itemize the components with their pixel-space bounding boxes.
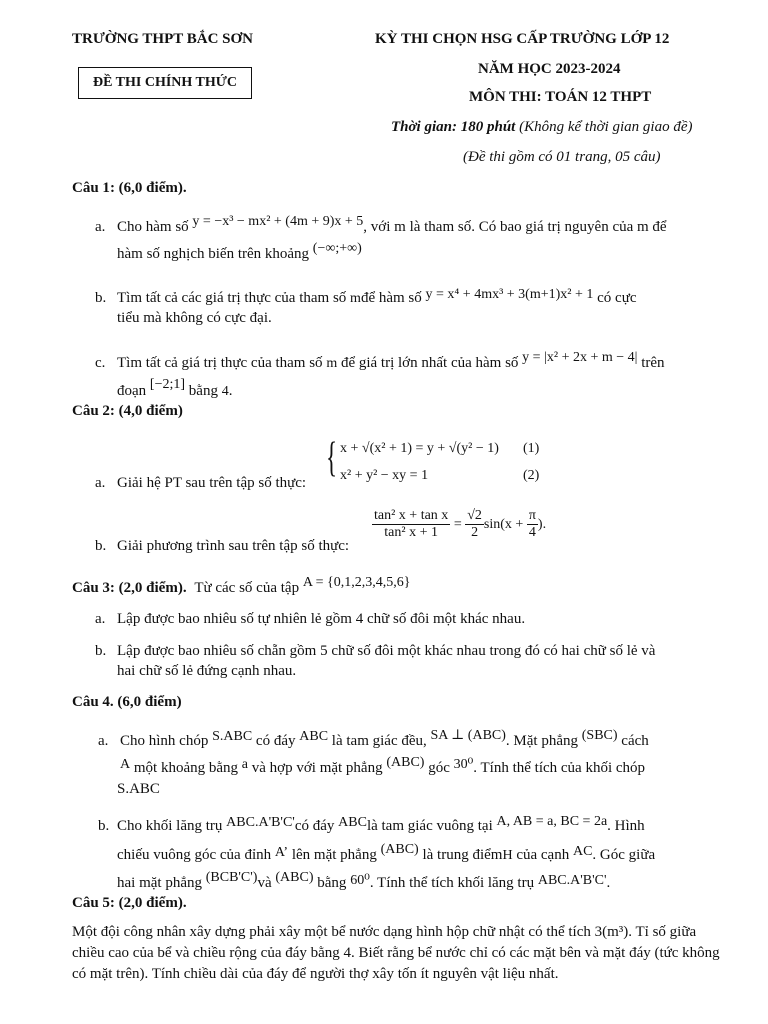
school-name: TRƯỜNG THPT BẮC SƠN: [72, 31, 254, 47]
q2-eq1-tag: (1): [523, 441, 540, 456]
q4b-t11: và: [257, 875, 272, 891]
q1c-line2: [117, 377, 233, 400]
q2b-label: b.: [95, 538, 107, 554]
q4b-end: .: [606, 875, 611, 891]
q2b-end: .: [542, 516, 547, 532]
q4a-m4: (SBC): [581, 728, 618, 743]
q4b-m3: A, AB = a, BC = 2a: [496, 814, 608, 829]
q2a-label: a.: [95, 475, 106, 491]
q2b-pi-fraction: [527, 508, 538, 541]
q4b-t7: là trung điểm: [422, 847, 503, 863]
q1b-function: y = x⁴ + 4mx³ + 3(m+1)x² + 1: [425, 287, 594, 302]
q2b-text: Giải phương trình sau trên tập số thực:: [117, 538, 350, 554]
q4b-t9: . Góc giữa: [592, 847, 656, 863]
q3-set: A = {0,1,2,3,4,5,6}: [302, 575, 411, 590]
q1a-label: a.: [95, 219, 106, 235]
q4a-t2: có đáy: [255, 733, 296, 749]
q4b-label: b.: [98, 818, 110, 834]
q2b-lhs-fraction: [372, 508, 450, 541]
q4b-t10: hai mặt phẳng: [117, 875, 202, 891]
q1b-line2: tiểu mà không có cực đại.: [117, 310, 272, 326]
q4b-line3: [117, 870, 611, 892]
q1c-text3: trên: [641, 355, 665, 371]
q5-text: Một đội công nhân xây dựng phải xây một bể nước dạng hình hộp chữ nhật có thể tích 3(m³). Tỉ số giữa chiều cao của bể và chiều rộng của đáy bằng 4. Biết rằng bể nước chỉ có các mặt bên và mặt đáy (tức không có mặt trên). Tính chiều dài của đáy để người thợ xây tốn ít nguyên vật liệu nhất.: [72, 924, 720, 982]
q2b-sqrt-num: √2: [465, 508, 484, 525]
q2b-pi-num: π: [527, 508, 538, 525]
q4b-m8: AC: [572, 844, 593, 859]
q4a-m6: a: [241, 757, 248, 772]
q4b-m10: (BCB'C'): [205, 870, 258, 885]
q1c-text1: Tìm tất cả giá trị thực của tham số: [117, 355, 323, 371]
q2-eq2-tag: (2): [523, 468, 540, 483]
time-note: (Không kể thời gian giao đề): [515, 119, 693, 135]
q4b-m11: (ABC): [275, 870, 314, 885]
q2-eq2: x² + y² − xy = 1: [340, 468, 429, 483]
q4a-label: a.: [98, 733, 109, 749]
q4b-t5: chiếu vuông góc của đỉnh: [117, 847, 272, 863]
q5-title: [72, 895, 187, 912]
q4b-t13: . Tính thể tích khối lăng trụ: [369, 875, 535, 891]
q4a-t4: . Mặt phẳng: [505, 733, 578, 749]
q1a-line1: [117, 214, 667, 236]
q1b-text3: có cực: [597, 290, 637, 306]
q1b-line1: [117, 287, 637, 307]
q4b-t1: Cho khối lăng trụ: [117, 818, 223, 834]
subject: MÔN THI: TOÁN 12 THPT: [469, 89, 652, 105]
q4a-m2: ABC: [299, 729, 329, 744]
q1c-text2: để giá trị lớn nhất của hàm số: [340, 355, 519, 371]
q4a-t9: . Tính thể tích của khối chóp: [473, 760, 646, 776]
q4b-t8: của cạnh: [516, 847, 570, 863]
q2b-arg: (x +: [500, 516, 527, 532]
q4a-line1: [120, 728, 649, 750]
q1a-line2: [117, 241, 362, 263]
q4a-m7: (ABC): [386, 755, 425, 770]
q5-title-text: Câu 5: (2,0 điểm).: [72, 895, 187, 911]
pages-note: (Đề thi gồm có 01 trang, 05 câu): [463, 149, 661, 165]
q4a-t1: Cho hình chóp: [120, 733, 209, 749]
q3a-text: Lập được bao nhiêu số tự nhiên lẻ gồm 4 chữ số đôi một khác nhau.: [117, 611, 526, 627]
q4a-t6: một khoảng bằng: [133, 760, 239, 776]
q4a-t5: cách: [621, 733, 649, 749]
q1b-label: b.: [95, 290, 107, 306]
q2b-equals: =: [453, 516, 462, 532]
q4b-m6: (ABC): [380, 842, 419, 857]
q1b-param: m: [350, 291, 361, 306]
q1c-segment: [−2;1]: [149, 377, 186, 392]
q3b-text1: Lập được bao nhiêu số chẵn gồm 5 chữ số đôi một khác nhau trong đó có hai chữ số lẻ và: [117, 643, 656, 659]
q4a-t3: là tam giác đều,: [331, 733, 427, 749]
q1a-function: y = −x³ − mx² + (4m + 9)x + 5: [192, 214, 364, 229]
q4b-m2: ABC: [338, 815, 367, 830]
q3a-label: a.: [95, 611, 106, 627]
q4b-m12: 60⁰: [350, 873, 370, 888]
time-line: [391, 119, 693, 136]
q4b-m1: ABC.A'B'C': [226, 815, 295, 830]
q1-title-main: Câu 1: [72, 180, 110, 196]
q4b-t4: . Hình: [607, 818, 645, 834]
q2b-equation: [372, 508, 546, 541]
q4-title: [72, 694, 182, 711]
q4a-m8: 30⁰: [453, 757, 474, 772]
q1-title: [72, 180, 187, 197]
q2-title: [72, 403, 183, 420]
q1c-line1: [117, 350, 665, 372]
q1a-interval: (−∞;+∞): [312, 241, 362, 256]
q4-title-text: Câu 4. (6,0 điểm): [72, 694, 182, 710]
q4a-m5: A: [120, 757, 131, 772]
q4a-line3: S.ABC: [117, 781, 160, 797]
q3-intro: Từ các số của tập: [194, 580, 300, 596]
q4a-m1: S.ABC: [212, 729, 253, 744]
q4a-line2: [120, 755, 646, 777]
q1c-param: m: [326, 356, 338, 371]
q1c-text4: đoạn: [117, 383, 147, 399]
q2b-lhs-num: tan² x + tan x: [372, 508, 450, 525]
q3-title-line: [72, 575, 411, 597]
q1b-text2: để hàm số: [360, 290, 422, 306]
system-brace: {: [326, 435, 338, 481]
q3b-label: b.: [95, 643, 107, 659]
q4b-line1: [117, 814, 645, 835]
q1a-text3: hàm số nghịch biến trên khoảng: [117, 246, 310, 262]
official-exam-box: ĐỀ THI CHÍNH THỨC: [78, 67, 252, 99]
q1c-label: c.: [95, 355, 106, 371]
q2b-sin: sin: [483, 516, 501, 532]
q2b-sqrt-den: 2: [471, 525, 479, 541]
q3-title: Câu 3: (2,0 điểm).: [72, 580, 187, 596]
q1b-text1: Tìm tất cả các giá trị thực của tham số: [117, 290, 347, 306]
q4a-t7: và hợp với mặt phẳng: [251, 760, 383, 776]
q3b-text2: hai chữ số lẻ đứng cạnh nhau.: [117, 663, 297, 679]
q1-title-points: : (6,0 điểm).: [109, 180, 187, 196]
q1c-text5: bằng: [188, 383, 218, 399]
q2b-lhs-den: tan² x + 1: [384, 525, 438, 541]
q2b-close: ): [537, 516, 543, 532]
exam-title: KỲ THI CHỌN HSG CẤP TRƯỜNG LỚP 12: [375, 31, 670, 47]
q2a-text: Giải hệ PT sau trên tập số thực:: [117, 475, 307, 491]
q4b-t12: bằng: [317, 875, 347, 891]
q1c-function: y = |x² + 2x + m − 4|: [522, 350, 638, 365]
q1a-text1: Cho hàm số: [117, 219, 189, 235]
q4b-m5: A’: [274, 845, 289, 860]
q2b-pi-den: 4: [528, 525, 536, 541]
q2-eq1: x + √(x² + 1) = y + √(y² − 1): [340, 441, 499, 456]
q1c-value: 4: [221, 384, 229, 399]
q4b-t3: là tam giác vuông tại: [366, 818, 493, 834]
q4b-m13: ABC.A'B'C': [537, 873, 607, 888]
q2b-sqrt-fraction: [465, 508, 484, 541]
q4b-line2: [117, 842, 656, 864]
q1c-end: .: [228, 383, 233, 399]
q2-title-text: Câu 2: (4,0 điểm): [72, 403, 183, 419]
school-year: NĂM HỌC 2023-2024: [478, 61, 621, 77]
q4b-t6: lên mặt phẳng: [291, 847, 377, 863]
time-label: Thời gian: 180 phút: [391, 119, 516, 135]
q4a-t8: góc: [428, 760, 450, 776]
q4b-m7: H: [502, 848, 513, 863]
q4b-t2: có đáy: [294, 818, 335, 834]
q4a-m3: SA ⊥ (ABC): [430, 728, 506, 743]
q1a-text2: , với m là tham số. Có bao giá trị nguyên của m để: [363, 219, 667, 235]
